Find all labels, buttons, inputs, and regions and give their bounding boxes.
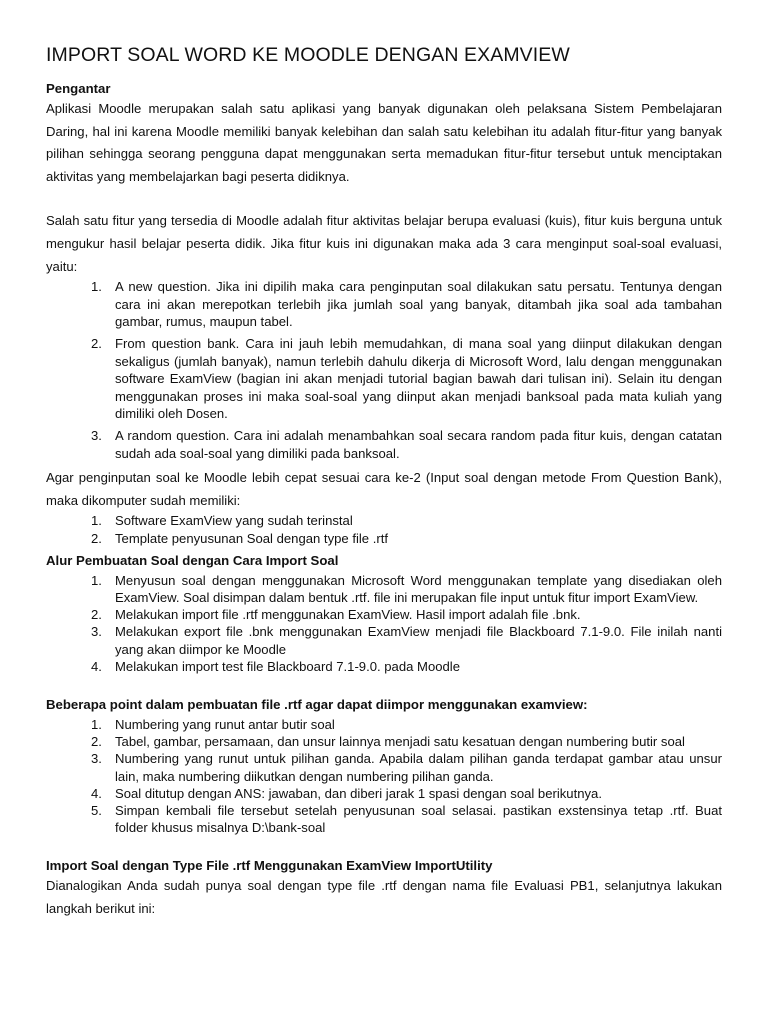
list-item: 4. Soal ditutup dengan ANS: jawaban, dan diberi jarak 1 spasi dengan soal berikutnya. (91, 785, 602, 801)
list-item: 3. Numbering yang runut untuk pilihan ganda. Apabila dalam pilihan ganda terdapat gambar atau unsur lain, maka numbering diikutkan dengan numbering pilihan ganda. (91, 751, 722, 784)
list-item: 2. Template penyusunan Soal dengan type file .rtf (91, 530, 388, 546)
list-point (46, 716, 722, 836)
heading-import-utility: Import Soal dengan Type File .rtf Menggunakan ExamView ImportUtility (46, 858, 493, 874)
paragraph-fitur-kuis: Salah satu fitur yang tersedia di Moodle adalah fitur aktivitas belajar berupa evaluasi (kuis), fitur kuis berguna untuk mengukur hasil belajar peserta didik. Jika fitur kuis ini digunakan maka ada 3 cara menginput soal-soal evaluasi, yaitu: (46, 213, 722, 274)
list-persyaratan (46, 512, 722, 546)
heading-point: Beberapa point dalam pembuatan file .rtf agar dapat diimpor menggunakan examview: (46, 697, 588, 713)
paragraph-import-utility: Dianalogikan Anda sudah punya soal dengan type file .rtf dengan nama file Evaluasi PB1, selanjutnya lakukan langkah berikut ini: (46, 878, 722, 917)
list-item: 2. From question bank. Cara ini jauh lebih memudahkan, di mana soal yang diinput dilakukan dengan sekaligus (jumlah banyak), namun terlebih dahulu dikerja di Microsoft Word, lalu dengan menggunakan software ExamView (bagian ini akan menjadi tutorial bagian bawah dari tulisan ini). Selain itu dengan menggunakan proses ini maka soal-soal yang diinput akan menjadi banksoal pada mata kuliah yang dimiliki oleh Dosen. (91, 336, 722, 421)
list-item: 5. Simpan kembali file tersebut setelah penyusunan soal selasai. pastikan exstensinya tetap .rtf. Buat folder khusus misalnya D:\bank-soal (91, 803, 722, 836)
list-item: 1. Software ExamView yang sudah terinstal (91, 513, 353, 529)
heading-alur: Alur Pembuatan Soal dengan Cara Import Soal (46, 552, 339, 568)
list-alur (46, 572, 722, 675)
list-item: 2. Tabel, gambar, persamaan, dan unsur lainnya menjadi satu kesatuan dengan numbering butir soal (91, 734, 685, 750)
list-item: 3. Melakukan export file .bnk menggunakan ExamView menjadi file Blackboard 7.1-9.0. File inilah nanti yang akan diimpor ke Moodle (91, 624, 722, 657)
list-item: 1. Numbering yang runut antar butir soal (91, 717, 335, 733)
heading-pengantar: Pengantar (46, 81, 111, 96)
paragraph-persyaratan: Agar penginputan soal ke Moodle lebih cepat sesuai cara ke-2 (Input soal dengan metode From Question Bank), maka dikomputer sudah memiliki: (46, 470, 722, 508)
list-item: 1. A new question. Jika ini dipilih maka cara penginputan soal dilakukan satu persatu. Tentunya dengan cara ini akan merepotkan terlebih jika jumlah soal yang banyak, ditambah jika soal ada tambahan gambar, rumus, maupun tabel. (91, 279, 722, 329)
list-item: 2. Melakukan import file .rtf menggunakan ExamView. Hasil import adalah file .bnk. (91, 607, 581, 623)
document-title: IMPORT SOAL WORD KE MOODLE DENGAN EXAMVIEW (46, 44, 570, 66)
list-item: 1. Menyusun soal dengan menggunakan Microsoft Word menggunakan template yang disediakan oleh ExamView. Soal disimpan dalam bentuk .rtf. file ini merupakan file input untuk fitur import ExamView. (91, 572, 722, 606)
list-cara-input (46, 278, 722, 462)
paragraph-intro: Aplikasi Moodle merupakan salah satu aplikasi yang banyak digunakan oleh pelaksana Sistem Pembelajaran Daring, hal ini karena Moodle memiliki banyak kelebihan dan salah satu kelebihan itu adalah fitur-fitur yang banyak pilihan sehingga seorang pengguna dapat menggunakan serta memadukan fitur-fitur tersebut untuk menciptakan aktivitas yang membelajarkan bagi peserta didiknya. (46, 101, 722, 184)
list-item: 3. A random question. Cara ini adalah menambahkan soal secara random pada fitur kuis, dengan catatan sudah ada soal-soal yang dimiliki pada banksoal. (91, 428, 722, 461)
list-item: 4. Melakukan import test file Blackboard 7.1-9.0. pada Moodle (91, 658, 460, 674)
